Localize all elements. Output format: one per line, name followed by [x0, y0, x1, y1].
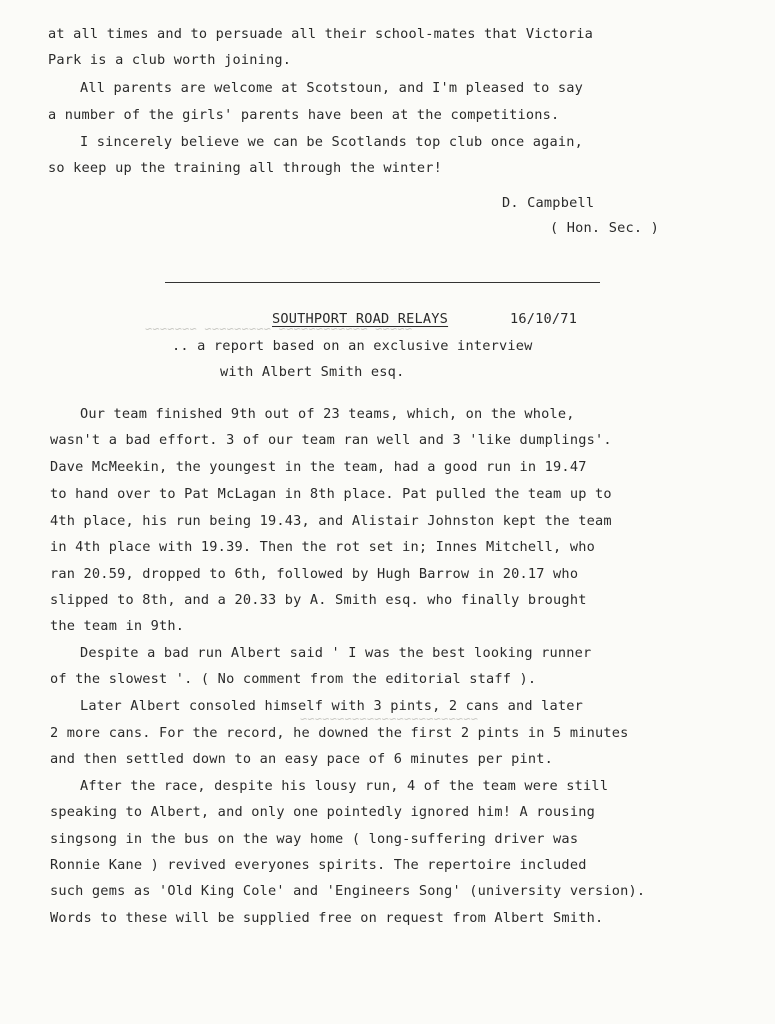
article-title: SOUTHPORT ROAD RELAYS [272, 311, 449, 327]
body-line: Dave McMeekin, the youngest in the team, had a good run in 19.47 [50, 459, 587, 475]
body-line: Our team finished 9th out of 23 teams, which, on the whole, [80, 406, 575, 422]
article-date: 16/10/71 [510, 311, 578, 327]
body-line: Despite a bad run Albert said ' I was the best looking runner [80, 645, 592, 661]
body-line: in 4th place with 19.39. Then the rot set in; Innes Mitchell, who [50, 539, 595, 555]
letter-line: Park is a club worth joining. [48, 52, 292, 68]
body-line: ran 20.59, dropped to 6th, followed by Hugh Barrow in 20.17 who [50, 566, 579, 582]
section-divider [165, 282, 600, 283]
body-line: of the slowest '. ( No comment from the editorial staff ). [50, 671, 537, 687]
body-line: slipped to 8th, and a 20.33 by A. Smith esq. who finally brought [50, 592, 587, 608]
body-line: Words to these will be supplied free on request from Albert Smith. [50, 910, 604, 926]
body-line: Later Albert consoled himself with 3 pints, 2 cans and later [80, 698, 584, 714]
show-through-text: ~~~~~~~ ~~~~~~~~~ ~~~~~~~~~~~~ ~~~~~ [145, 322, 413, 336]
letter-line: so keep up the training all through the winter! [48, 160, 443, 176]
body-line: the team in 9th. [50, 618, 185, 634]
body-line: speaking to Albert, and only one pointedly ignored him! A rousing [50, 804, 595, 820]
article-subtitle: .. a report based on an exclusive interview [172, 338, 533, 354]
body-line: and then settled down to an easy pace of 6 minutes per pint. [50, 751, 554, 767]
body-line: to hand over to Pat McLagan in 8th place. Pat pulled the team up to [50, 486, 612, 502]
body-line: 2 more cans. For the record, he downed the first 2 pints in 5 minutes [50, 725, 629, 741]
letter-line: All parents are welcome at Scotstoun, and I'm pleased to say [80, 80, 584, 96]
article-subtitle: with Albert Smith esq. [220, 364, 405, 380]
letter-line: I sincerely believe we can be Scotlands top club once again, [80, 134, 584, 150]
body-line: singsong in the bus on the way home ( long-suffering driver was [50, 831, 579, 847]
letter-line: a number of the girls' parents have been at the competitions. [48, 107, 560, 123]
letter-line: at all times and to persuade all their school-mates that Victoria [48, 26, 593, 42]
body-line: 4th place, his run being 19.43, and Alistair Johnston kept the team [50, 513, 612, 529]
signature-name: D. Campbell [502, 195, 595, 211]
body-line: After the race, despite his lousy run, 4 of the team were still [80, 778, 609, 794]
signature-title: ( Hon. Sec. ) [550, 220, 659, 236]
body-line: wasn't a bad effort. 3 of our team ran well and 3 'like dumplings'. [50, 432, 612, 448]
show-through-text: ~~~~~~~~~~~~~~~~~~~~~~~~ [300, 712, 479, 726]
body-line: Ronnie Kane ) revived everyones spirits. The repertoire included [50, 857, 587, 873]
body-line: such gems as 'Old King Cole' and 'Engineers Song' (university version). [50, 883, 646, 899]
